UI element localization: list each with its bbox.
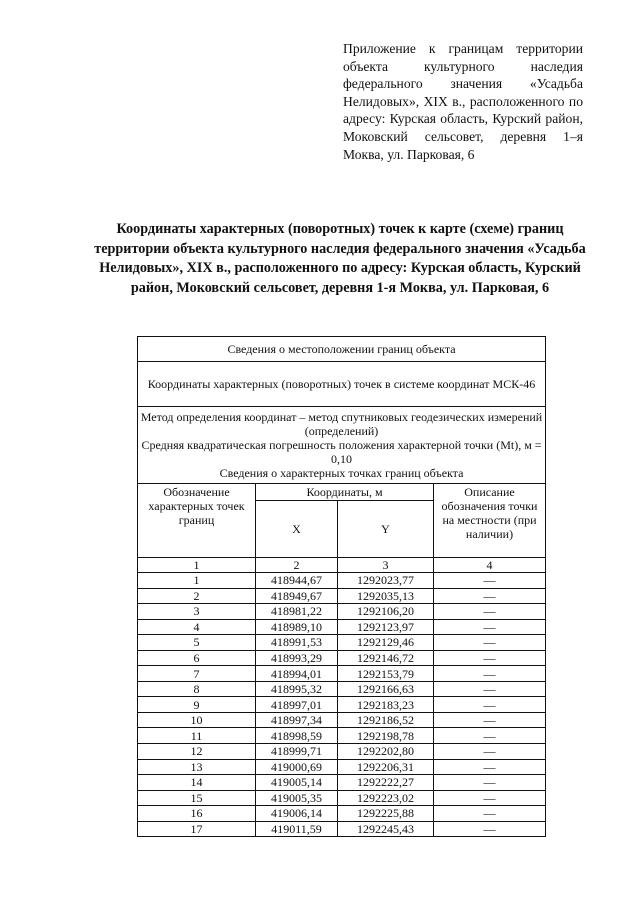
y-coord-cell: 1292129,46 <box>338 635 434 651</box>
description-cell: — <box>434 728 546 744</box>
accuracy-text: Средняя квадратическая погрешность положения характерной точки (Mt), м = 0,10 <box>141 438 542 466</box>
column-header-row <box>138 484 546 501</box>
y-coord-cell: 1292123,97 <box>338 619 434 635</box>
x-coord-cell: 418994,01 <box>256 666 338 682</box>
y-coord-cell: 1292153,79 <box>338 666 434 682</box>
coord-system: Координаты характерных (поворотных) точек в системе координат МСК-46 <box>138 362 546 407</box>
x-coord-cell: 419011,59 <box>256 821 338 837</box>
col-coords-header: Координаты, м <box>256 484 434 501</box>
table-row <box>138 604 546 620</box>
description-cell: — <box>434 635 546 651</box>
description-cell: — <box>434 775 546 791</box>
column-number: 3 <box>338 558 434 573</box>
point-id-cell: 13 <box>138 759 256 775</box>
appendix-note: Приложение к границам территории объекта культурного наследия федерального значения «Усадьба Нелидовых», XIX в., расположенного по адресу: Курская область, Курский район, Моковский сельсовет, деревня 1–я Моква, ул. Парковая, 6 <box>343 41 583 162</box>
y-coord-cell: 1292225,88 <box>338 806 434 822</box>
column-number-row <box>138 558 546 573</box>
x-coord-cell: 418997,34 <box>256 712 338 728</box>
table-row <box>138 619 546 635</box>
section-location: Сведения о местоположении границ объекта <box>138 337 546 362</box>
x-coord-cell: 418998,59 <box>256 728 338 744</box>
y-coord-cell: 1292023,77 <box>338 573 434 589</box>
table-row <box>138 650 546 666</box>
column-number: 2 <box>256 558 338 573</box>
description-cell: — <box>434 806 546 822</box>
point-id-cell: 1 <box>138 573 256 589</box>
point-id-cell: 12 <box>138 744 256 760</box>
description-cell: — <box>434 790 546 806</box>
x-coord-cell: 418993,29 <box>256 650 338 666</box>
x-coord-cell: 418999,71 <box>256 744 338 760</box>
method-cell <box>138 407 546 484</box>
coord-system-row <box>138 362 546 407</box>
x-coord-cell: 418981,22 <box>256 604 338 620</box>
point-id-cell: 9 <box>138 697 256 713</box>
section-location-row <box>138 337 546 362</box>
x-coord-cell: 418991,53 <box>256 635 338 651</box>
y-coord-cell: 1292206,31 <box>338 759 434 775</box>
y-coord-cell: 1292146,72 <box>338 650 434 666</box>
description-cell: — <box>434 650 546 666</box>
point-id-cell: 8 <box>138 681 256 697</box>
y-coord-cell: 1292223,02 <box>338 790 434 806</box>
y-coord-cell: 1292166,63 <box>338 681 434 697</box>
table-row <box>138 697 546 713</box>
table-row <box>138 775 546 791</box>
x-coord-cell: 418944,67 <box>256 573 338 589</box>
document-title: Координаты характерных (поворотных) точек к карте (схеме) границ территории объекта культурного наследия федерального значения «Усадьба Нелидовых», XIX в., расположенного по адресу: Курская область, Курский район, Моковский сельсовет, деревня 1-я Моква, ул. Парковая, 6 <box>94 221 586 296</box>
point-id-cell: 17 <box>138 821 256 837</box>
y-coord-cell: 1292202,80 <box>338 744 434 760</box>
x-coord-cell: 419006,14 <box>256 806 338 822</box>
point-id-cell: 3 <box>138 604 256 620</box>
method-row <box>138 407 546 484</box>
description-cell: — <box>434 821 546 837</box>
point-id-cell: 7 <box>138 666 256 682</box>
description-cell: — <box>434 604 546 620</box>
point-id-cell: 14 <box>138 775 256 791</box>
description-cell: — <box>434 588 546 604</box>
method-text: Метод определения координат – метод спутниковых геодезических измерений (определений) <box>140 410 543 438</box>
table-row <box>138 635 546 651</box>
description-cell: — <box>434 759 546 775</box>
table-row <box>138 790 546 806</box>
col-desc-header: Описание обозначения точки на местности (при наличии) <box>434 484 546 558</box>
table-row <box>138 806 546 822</box>
point-id-cell: 5 <box>138 635 256 651</box>
point-id-cell: 2 <box>138 588 256 604</box>
x-coord-cell: 418989,10 <box>256 619 338 635</box>
point-id-cell: 4 <box>138 619 256 635</box>
y-coord-cell: 1292106,20 <box>338 604 434 620</box>
y-coord-cell: 1292186,52 <box>338 712 434 728</box>
x-coord-cell: 419000,69 <box>256 759 338 775</box>
point-id-cell: 16 <box>138 806 256 822</box>
point-id-cell: 10 <box>138 712 256 728</box>
description-cell: — <box>434 744 546 760</box>
table-row <box>138 821 546 837</box>
point-id-cell: 11 <box>138 728 256 744</box>
coordinates-table <box>137 336 546 837</box>
col-x-header: X <box>256 501 338 558</box>
column-number: 4 <box>434 558 546 573</box>
column-number: 1 <box>138 558 256 573</box>
table-row <box>138 759 546 775</box>
x-coord-cell: 418997,01 <box>256 697 338 713</box>
x-coord-cell: 418995,32 <box>256 681 338 697</box>
description-cell: — <box>434 666 546 682</box>
description-cell: — <box>434 681 546 697</box>
table-row <box>138 681 546 697</box>
x-coord-cell: 418949,67 <box>256 588 338 604</box>
section-points: Сведения о характерных точках границ объекта <box>219 466 464 480</box>
description-cell: — <box>434 697 546 713</box>
x-coord-cell: 419005,35 <box>256 790 338 806</box>
description-cell: — <box>434 619 546 635</box>
table-row <box>138 712 546 728</box>
y-coord-cell: 1292198,78 <box>338 728 434 744</box>
point-id-cell: 15 <box>138 790 256 806</box>
table-row <box>138 744 546 760</box>
y-coord-cell: 1292222,27 <box>338 775 434 791</box>
point-id-cell: 6 <box>138 650 256 666</box>
col-name-header: Обозначение характерных точек границ <box>138 484 256 558</box>
table-row <box>138 728 546 744</box>
description-cell: — <box>434 712 546 728</box>
y-coord-cell: 1292035,13 <box>338 588 434 604</box>
col-y-header: Y <box>338 501 434 558</box>
x-coord-cell: 419005,14 <box>256 775 338 791</box>
description-cell: — <box>434 573 546 589</box>
y-coord-cell: 1292245,43 <box>338 821 434 837</box>
table-row <box>138 588 546 604</box>
table-row <box>138 666 546 682</box>
table-row <box>138 573 546 589</box>
y-coord-cell: 1292183,23 <box>338 697 434 713</box>
